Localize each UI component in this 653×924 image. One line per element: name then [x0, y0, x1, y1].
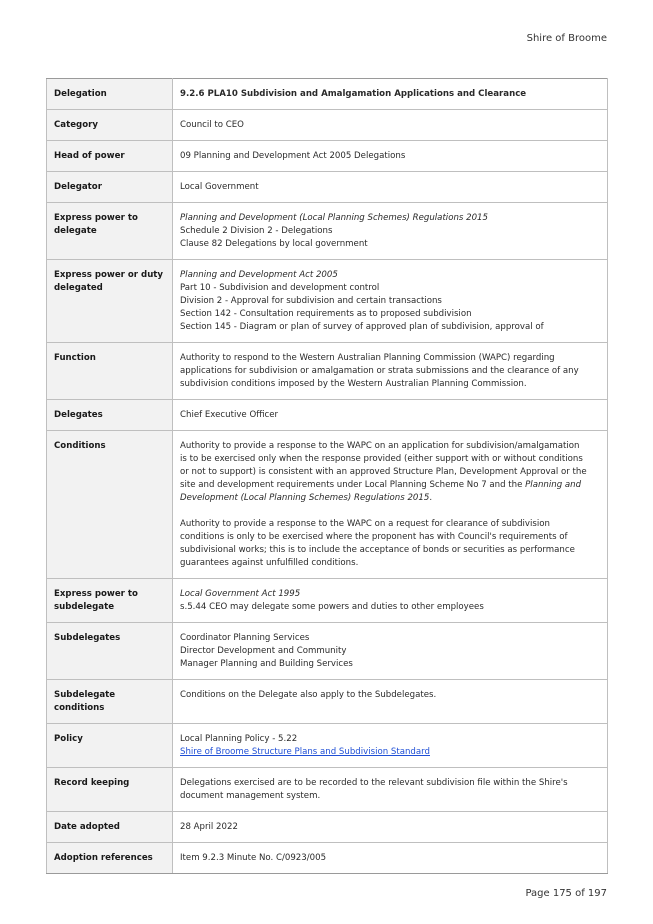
lg-act-title: Local Government Act 1995 [180, 589, 301, 599]
label-policy: Policy [47, 724, 173, 768]
row-delegates [47, 400, 608, 431]
row-subdelegates [47, 623, 608, 680]
conditions-line: is to be exercised only when the response provided (either support with or without conditions [180, 454, 583, 464]
page-number: Page 175 of 197 [525, 888, 607, 899]
row-express-power-duty [47, 260, 608, 343]
conditions-regulations-ref: Planning and [525, 480, 582, 490]
conditions-line: guarantees against unfulfilled conditions. [180, 558, 359, 568]
label-date-adopted: Date adopted [47, 812, 173, 843]
conditions-line [180, 479, 601, 492]
conditions-line: Authority to provide a response to the WAPC on an application for subdivision/amalgamation [180, 441, 580, 451]
conditions-line: subdivisional works; this is to include the acceptance of bonds or securities as performance [180, 545, 575, 555]
conditions-text: . [429, 493, 433, 503]
row-function [47, 343, 608, 400]
row-express-power-delegate [47, 203, 608, 260]
conditions-text: site and development requirements under Local Planning Scheme No 7 and the [180, 480, 526, 490]
value-delegator: Local Government [173, 172, 608, 203]
label-delegator: Delegator [47, 172, 173, 203]
row-conditions [47, 431, 608, 579]
value-delegates: Chief Executive Officer [173, 400, 608, 431]
record-keeping-line: Delegations exercised are to be recorded to the relevant subdivision file within the Shire's [180, 778, 568, 788]
conditions-line: Authority to provide a response to the WAPC on a request for clearance of subdivision [180, 519, 550, 529]
row-record-keeping [47, 768, 608, 812]
conditions-line [180, 492, 601, 505]
lg-act-section: s.5.44 CEO may delegate some powers and duties to other employees [180, 602, 484, 612]
act-title: Planning and Development Act 2005 [180, 270, 338, 280]
label-delegates: Delegates [47, 400, 173, 431]
act-section-142: Section 142 - Consultation requirements as to proposed subdivision [180, 309, 472, 319]
value-express-power-subdelegate [173, 579, 608, 623]
subdelegate-item: Director Development and Community [180, 646, 347, 656]
value-record-keeping [173, 768, 608, 812]
value-express-power-delegate [173, 203, 608, 260]
row-policy [47, 724, 608, 768]
header-organisation: Shire of Broome [526, 33, 607, 44]
policy-number: Local Planning Policy - 5.22 [180, 734, 298, 744]
value-delegation: 9.2.6 PLA10 Subdivision and Amalgamation Applications and Clearance [173, 79, 608, 110]
value-category: Council to CEO [173, 110, 608, 141]
subdelegate-item: Coordinator Planning Services [180, 633, 310, 643]
act-section-145: Section 145 - Diagram or plan of survey of approved plan of subdivision, approval of [180, 322, 544, 332]
subdelegate-item: Manager Planning and Building Services [180, 659, 353, 669]
act-division: Division 2 - Approval for subdivision and certain transactions [180, 296, 442, 306]
label-category: Category [47, 110, 173, 141]
function-line: subdivision conditions imposed by the Western Australian Planning Commission. [180, 379, 527, 389]
row-express-power-subdelegate [47, 579, 608, 623]
label-express-power-subdelegate: Express power to subdelegate [47, 579, 173, 623]
value-date-adopted: 28 April 2022 [173, 812, 608, 843]
conditions-line: conditions is only to be exercised where the proponent has with Council's requirements of [180, 532, 568, 542]
label-conditions: Conditions [47, 431, 173, 579]
act-part: Part 10 - Subdivision and development control [180, 283, 380, 293]
paragraph-gap [180, 505, 601, 518]
row-adoption-references [47, 843, 608, 874]
row-head-of-power [47, 141, 608, 172]
value-conditions [173, 431, 608, 579]
value-function [173, 343, 608, 400]
label-subdelegates: Subdelegates [47, 623, 173, 680]
regulations-clause: Clause 82 Delegations by local government [180, 239, 368, 249]
label-express-power-delegate: Express power to delegate [47, 203, 173, 260]
value-express-power-duty [173, 260, 608, 343]
label-function: Function [47, 343, 173, 400]
value-policy [173, 724, 608, 768]
row-delegation [47, 79, 608, 110]
label-record-keeping: Record keeping [47, 768, 173, 812]
value-head-of-power: 09 Planning and Development Act 2005 Delegations [173, 141, 608, 172]
row-delegator [47, 172, 608, 203]
regulations-division: Schedule 2 Division 2 - Delegations [180, 226, 333, 236]
value-subdelegate-conditions: Conditions on the Delegate also apply to the Subdelegates. [173, 680, 608, 724]
function-line: Authority to respond to the Western Australian Planning Commission (WAPC) regarding [180, 353, 555, 363]
function-line: applications for subdivision or amalgamation or strata submissions and the clearance of any [180, 366, 579, 376]
label-adoption-references: Adoption references [47, 843, 173, 874]
policy-link[interactable]: Shire of Broome Structure Plans and Subdivision Standard [180, 747, 430, 757]
row-category [47, 110, 608, 141]
delegation-table [46, 78, 608, 874]
row-subdelegate-conditions [47, 680, 608, 724]
value-adoption-references: Item 9.2.3 Minute No. C/0923/005 [173, 843, 608, 874]
regulations-title: Planning and Development (Local Planning Schemes) Regulations 2015 [180, 213, 488, 223]
conditions-regulations-ref: Development (Local Planning Schemes) Regulations 2015 [180, 493, 430, 503]
label-head-of-power: Head of power [47, 141, 173, 172]
label-express-power-duty: Express power or duty delegated [47, 260, 173, 343]
conditions-line: or not to support) is consistent with an approved Structure Plan, Development Approval or the [180, 467, 587, 477]
value-subdelegates [173, 623, 608, 680]
row-date-adopted [47, 812, 608, 843]
label-delegation: Delegation [47, 79, 173, 110]
record-keeping-line: document management system. [180, 791, 321, 801]
label-subdelegate-conditions: Subdelegate conditions [47, 680, 173, 724]
